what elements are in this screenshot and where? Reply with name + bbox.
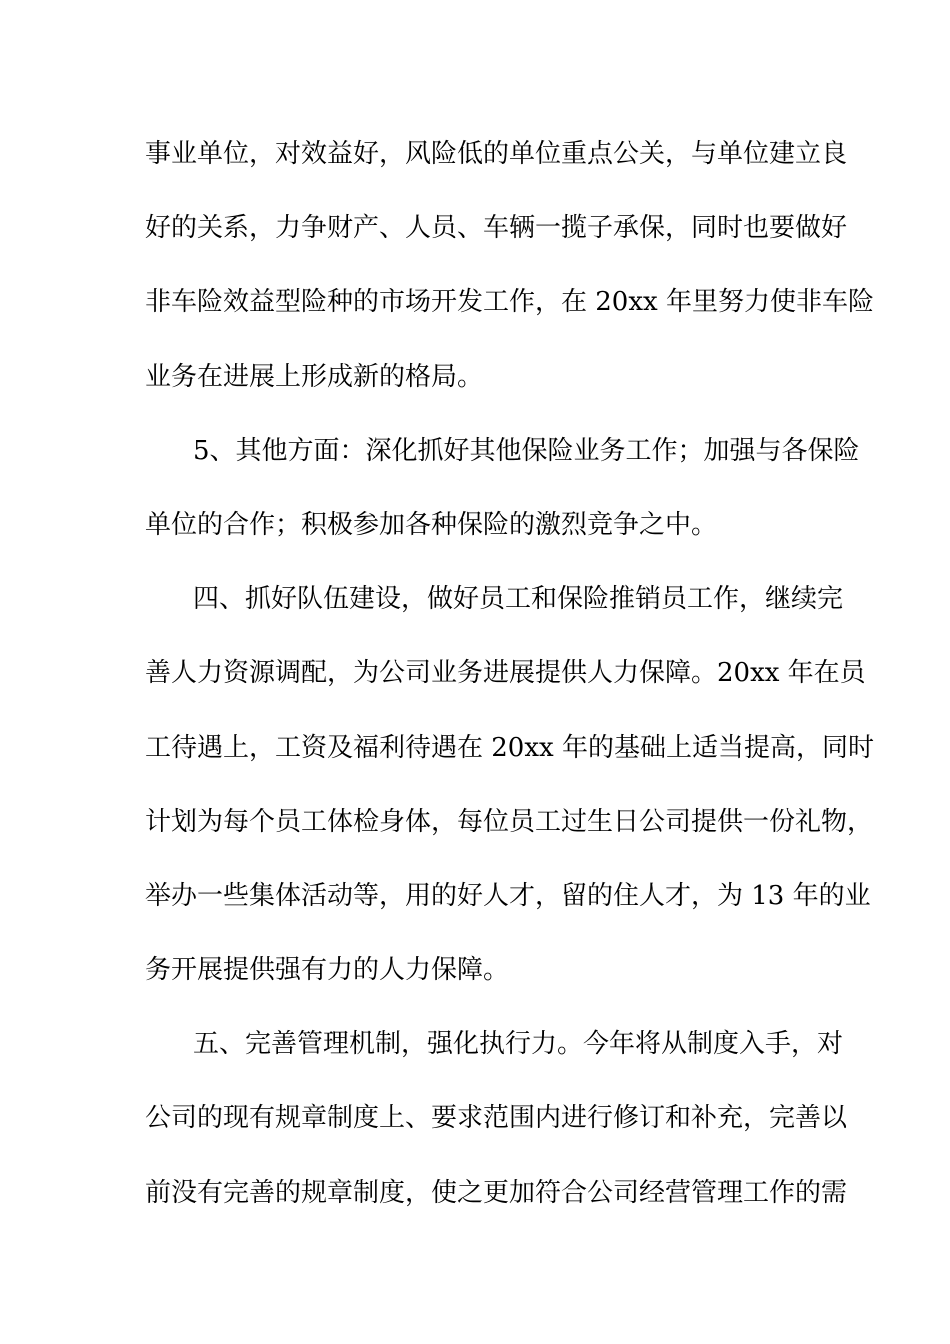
text-line: 计划为每个员工体检身体，每位员工过生日公司提供一份礼物， (145, 806, 874, 837)
text-line: 业务在进展上形成新的格局。 (145, 361, 484, 392)
text-line: 五、完善管理机制，强化执行力。今年将从制度入手，对 (193, 1029, 844, 1060)
text-line: 公司的现有规章制度上、要求范围内进行修订和补充，完善以 (145, 1103, 848, 1134)
text-line: 事业单位，对效益好，风险低的单位重点公关，与单位建立良 (145, 139, 848, 169)
text-line: 善人力资源调配，为公司业务进展提供人力保障。20xx 年在员 (145, 658, 866, 689)
text-line: 工待遇上，工资及福利待遇在 20xx 年的基础上适当提高，同时 (145, 732, 874, 763)
text-line: 四、抓好队伍建设，做好员工和保险推销员工作，继续完 (193, 584, 844, 615)
text-line: 前没有完善的规章制度，使之更加符合公司经营管理工作的需 (145, 1177, 848, 1208)
document-body (145, 128, 874, 1241)
text-line: 非车险效益型险种的市场开发工作，在 20xx 年里努力使非车险 (145, 287, 874, 318)
text-line: 务开展提供强有力的人力保障。 (145, 955, 510, 986)
text-line: 好的关系，力争财产、人员、车辆一揽子承保，同时也要做好 (145, 213, 848, 244)
text-line: 举办一些集体活动等，用的好人才，留的住人才，为 13 年的业 (145, 880, 871, 911)
text-line: 单位的合作；积极参加各种保险的激烈竞争之中。 (145, 509, 718, 540)
text-line: 5、其他方面：深化抓好其他保险业务工作；加强与各保险 (193, 435, 860, 466)
